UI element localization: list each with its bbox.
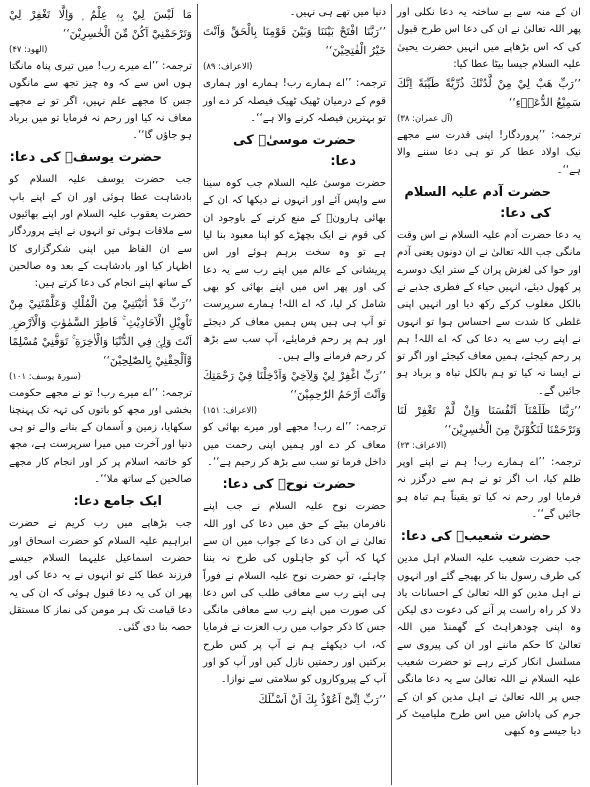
column-right [392,4,586,785]
arabic-verse: ’’رَبِّ اغْفِرْ لِيْ وَلِاَخِيْ وَاَدْخِلْنَا فِيْ رَحْمَتِكَ وَاَنْتَ اَرْحَمُ الرّٰحِمِيْنَ‘‘ [203,369,386,402]
verse-reference: (الاعراف: ۱۵۱) [203,406,258,417]
section-heading: حضرت آدم علیہ السلام کی دعا: [404,185,551,222]
paragraph: ترجمہ: ’’اے رب! مجھے اور میرے بھائی کو معاف کر دے اور ہمیں اپنی رحمت میں داخل فرما تو سب سے بڑھ کر رحیم ہے‘‘۔ [203,422,386,469]
paragraph: یہ دعا حضرت آدم علیہ السلام نے اس وقت مانگی جب اللہ تعالیٰ نے ان دونوں یعنی آدم اور حوا کی لغزش پران کے ستر ایک دوسرے پر کھول دیئے، انہیں حیاء کے فطری جذبے نے بالکل مغلوب کرکے رکھ دیا اور انہیں اپنی غلطی کا شدت سے احساس ہوا تو انہوں نے اپنے رب سے یہ دعا کی کہ اے اللہ! ہم پر رحم کیجئے، ہمیں معاف کیجئے اور اگر تو نے ایسا نہ کیا تو ہم بالکل تباہ و برباد ہو جائیں گے۔ [397,230,581,397]
verse-reference: (الاعراف: ۸۹) [203,62,253,73]
paragraph: ترجمہ: ’’اے میرے رب! تو نے مجھے حکومت بخشی اور مجھ کو باتوں کی تہہ تک پہنچنا سکھایا، زمین و آسمان کے بنانے والے تو ہی دنیا اور آخرت میں میرا سرپرست ہے، مجھ کو خاتمہ اسلام پر کر اور انجام کار مجھے صالحین کے ساتھ ملا‘‘۔ [9,387,192,486]
paragraph: ترجمہ: ’’اے میرے رب! میں تیری پناہ مانگتا ہوں اس سے کہ وہ چیز تجھ سے مانگوں جس کا مجھے علم نہیں، اگر تو نے مجھے معاف نہ کیا اور رحم نہ فرمایا تو میں برباد ہو جاؤں گا‘‘۔ [9,61,192,142]
verse-reference: (الھود: ۴۷) [9,45,48,55]
arabic-verse: ’’رَبِّ هَبْ لِيْ مِنْ لَّدُنْكَ ذُرِّيَّةً طَيِّبَةً اِنَّكَ سَمِيْعُ الدُّعَاۗءِ‘‘ [397,77,581,110]
paragraph: ترجمہ: ’’پروردگار! اپنی قدرت سے مجھے نیک اولاد عطا کر تو ہی دعا سننے والا ہے‘‘۔ [397,130,581,176]
paragraph: جب بڑھاپے میں رب کریم نے حضرت ابراہیم علیہ السلام کو حضرت اسحاق اور حضرت اسماعیل علیہما السلام جیسے فرزند عطا کئے تو انہوں نے یہ دعا کی اور پھر ان کی یہ دعا قبول ہوئی کہ ان کی یہ دعا قیامت تک ہر مومن کی نماز کا مستقل حصہ بنا دی گئی۔ [9,518,192,634]
section-heading: حضرت یوسفؑ کی دعا: [9,150,162,166]
paragraph: ترجمہ: ’’اے ہمارے رب! ہم نے اپنے اوپر ظلم کیا، اب اگر تو نے ہم سے درگزر نہ فرمایا اور رحم نہ کیا تو یقیناً ہم تباہ ہو جائیں گے‘‘۔ [397,457,581,520]
paragraph: دنیا میں تھے ہی نہیں۔ [289,7,386,18]
verse-reference: (الاعراف: ۲۳) [397,441,447,452]
arabic-verse: مَا لَيْسَ لِيْ بِهٖ عِلْمٌ ۭ وَاِلَّا تَغْفِرْ لِيْ وَتَرْحَمْنِيْٓ اَكُنْ مِّنَ الْخٰسِرِيْنَ‘‘ [9,8,192,40]
section-heading: حضرت نوحؑ کی دعا: [222,477,356,493]
section-heading: حضرت موسیٰؑ کی دعا: [232,133,356,170]
section-heading: ایک جامع دعا: [73,494,162,510]
column-middle [198,4,392,785]
arabic-verse: ’’رَبِّ قَدْ اٰتَيْتَنِيْ مِنَ الْمُلْكِ وَعَلَّمْتَنِيْ مِنْ تَاْوِيْلِ الْاَحَادِيْثِ ۚ فَاطِرَ السَّمٰوٰتِ وَالْاَرْضِ ۣ اَنْتَ وَلِيّٖ فِي الدُّنْيَا وَالْاٰخِرَةِ ۚ تَوَفَّنِيْ مُسْلِمًا وَّاَلْحِقْنِيْ بِالصّٰلِحِيْنَ‘‘ [9,296,192,367]
arabic-verse: ’’رَبَّنَا ظَلَمْنَآ اَنْفُسَنَا وَاِنْ لَّمْ تَغْفِرْ لَنَا وَتَرْحَمْنَا لَنَكُوْنَنَّ مِنَ الْخٰسِرِيْنَ‘‘ [397,404,581,437]
paragraph: جب حضرت شعیب علیہ السلام اہل مدین کی طرف رسول بنا کر بھیجے گئے اور انہوں نے اہل مدین کو اللہ تعالیٰ کے احسانات یاد دلا کر راہ راست پر آنے کی دعوت دی لیکن وہ اپنی چودھراہٹ کے گھمنڈ میں اللہ تعالیٰ کا حکم ماننے اور ان کی پیروی سے مسلسل انکار کرتے رہے تو حضرت شعیب علیہ السلام نے اللہ تعالیٰ سے یہ دعا مانگی جس پر اللہ تعالیٰ نے اہل مدین کو ان کے جرم کی پاداش میں اس طرح ملیامیٹ کر دیا جیسے وہ کبھی [397,553,581,738]
paragraph: حضرت موسیٰ علیہ السلام جب کوہ سینا سے واپس آئے اور انہوں نے دیکھا کہ ان کے بھائی ہارونؑ کے منع کرنے کے باوجود ان کی قوم نے ایک بچھڑے کو اپنا معبود بنا لیا ہے تو وہ سخت برہم ہوئے اور اس پریشانی کے عالم میں اپنے رب سے یہ دعا کی اور پھر اس میں اپنے بھائی کو بھی شامل کر لیا، کہ اے اللہ! ہمارے سرپرست تو آپ ہی ہیں پس ہمیں معاف کر دیجئے اور ہم پر رحم فرمایئے، آپ سب سے بڑھ کر رحم فرمانے والے ہیں۔ [203,178,386,363]
paragraph: ترجمہ: ’’اے ہمارے رب! ہمارے اور ہماری قوم کے درمیان ٹھیک ٹھیک فیصلہ کر دے اور تو بہترین فیصلہ کرنے والا ہے‘‘۔ [203,78,386,124]
section-heading: حضرت شعیبؑ کی دعا: [400,529,551,545]
arabic-verse: ’’رَبِّ اِنِّىْٓ اَعُوْذُ بِكَ اَنْ اَسْـَٔلَكَ [258,692,386,706]
arabic-verse: ’’رَبَّنَا افْتَحْ بَيْنَنَا وَبَيْنَ قَوْمِنَا بِالْحَقِّ وَاَنْتَ خَيْرُ الْفٰتِحِيْنَ‘‘ [203,25,386,58]
paragraph: جب حضرت یوسف علیہ السلام کو بادشاہت عطا ہوئی اور ان کے اپنے باپ حضرت یعقوب علیہ السلام اور اپنے بھائیوں سے ملاقات ہوئی تو انہوں نے اپنے پروردگار سے ان الفاظ میں اپنی شکرگزاری کا اظہار کیا اور بادشاہت کے بعد وہ صالحین کے ساتھ اپنے انجام کی دعا کرتے ہیں: [9,174,192,290]
verse-reference: (سورۃ یوسف: ۱۰۱) [9,371,81,382]
verse-reference: (آل عمران: ۳۸) [397,114,453,125]
paragraph: حضرت نوح علیہ السلام نے جب اپنے نافرمان بیٹے کے حق میں دعا کی اور اللہ تعالیٰ نے ان کی دعا کے جواب میں ان سے کہا کہ آپ کو جاہلوں کی طرح نہ بننا چاہئے، تو حضرت نوح علیہ السلام نے فوراً ہی اپنے رب سے معافی طلب کی اس دعا کی صورت میں اپنے رب سے معافی مانگی جس کا ذکر جواب میں رب العزت نے فرمایا کہ، اب دیکھئے ہم نے آپ پر کس طرح برکتیں اور رحمتیں نازل کیں اور آپ کو اور آپ کے پیروکاروں کو سلامتی سے نوازا۔ [203,501,386,686]
column-left [4,4,198,785]
paragraph: ان کے منہ سے بے ساختہ یہ دعا نکلی اور پھر اللہ تعالیٰ نے ان کی دعا اس طرح قبول کی کہ اس بڑھاپے میں انہیں حضرت یحییٰ علیہ السلام جیسا بیٹا عطا کیا: [397,7,581,70]
